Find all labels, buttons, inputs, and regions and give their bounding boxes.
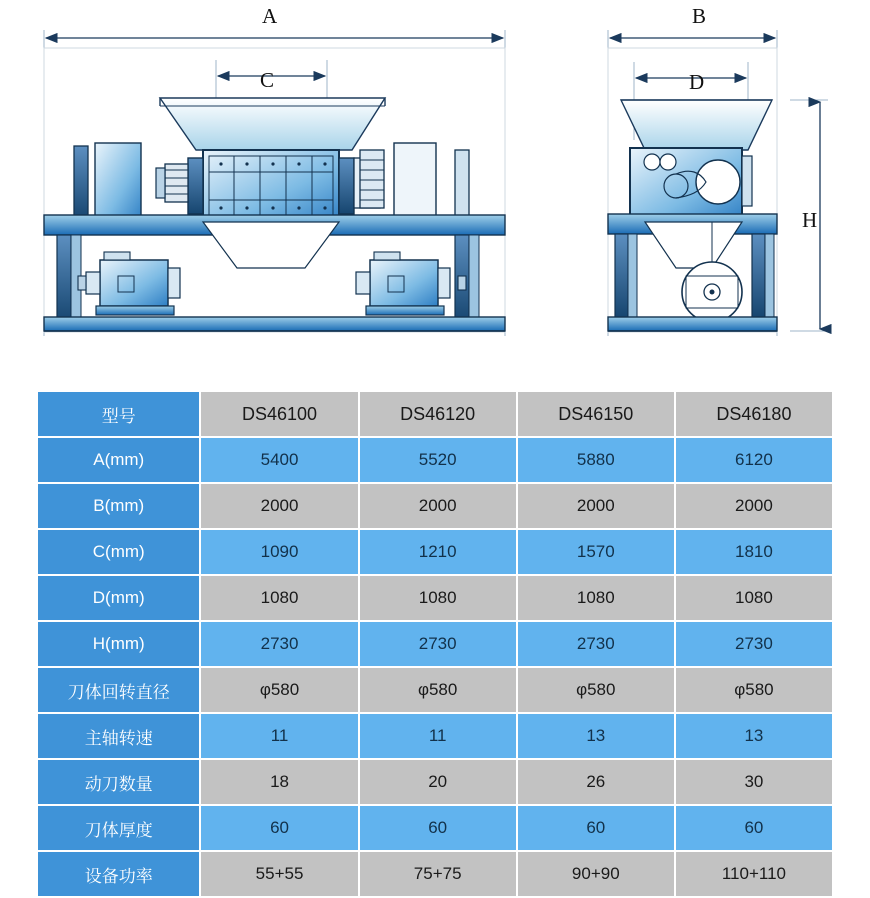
side-view-group: [608, 30, 828, 336]
cell-power-4: 110+110: [675, 851, 833, 897]
cell-a-4: 6120: [675, 437, 833, 483]
row-label-c: C(mm): [37, 529, 200, 575]
cell-blade-thickness-2: 60: [359, 805, 517, 851]
cell-c-4: 1810: [675, 529, 833, 575]
shredder-drawing-svg: [0, 0, 870, 378]
row-label-blade-count: 动刀数量: [37, 759, 200, 805]
header-model-label: 型号: [37, 391, 200, 437]
table-row: [37, 759, 833, 805]
cell-rotor-diameter-1: φ580: [200, 667, 358, 713]
cell-h-1: 2730: [200, 621, 358, 667]
cell-h-4: 2730: [675, 621, 833, 667]
cell-d-4: 1080: [675, 575, 833, 621]
cell-b-4: 2000: [675, 483, 833, 529]
cell-rotor-diameter-2: φ580: [359, 667, 517, 713]
cell-blade-count-2: 20: [359, 759, 517, 805]
dimension-label-d: D: [689, 70, 705, 94]
cell-b-2: 2000: [359, 483, 517, 529]
cell-h-3: 2730: [517, 621, 675, 667]
cell-d-1: 1080: [200, 575, 358, 621]
cell-blade-thickness-3: 60: [517, 805, 675, 851]
header-model-1: DS46100: [200, 391, 358, 437]
table-row: [37, 483, 833, 529]
cell-c-2: 1210: [359, 529, 517, 575]
table-row: [37, 437, 833, 483]
cell-power-1: 55+55: [200, 851, 358, 897]
cell-blade-thickness-1: 60: [200, 805, 358, 851]
cell-c-3: 1570: [517, 529, 675, 575]
cell-power-2: 75+75: [359, 851, 517, 897]
row-label-power: 设备功率: [37, 851, 200, 897]
header-model-2: DS46120: [359, 391, 517, 437]
row-label-rotor-diameter: 刀体回转直径: [37, 667, 200, 713]
row-label-blade-thickness: 刀体厚度: [37, 805, 200, 851]
cell-b-1: 2000: [200, 483, 358, 529]
cell-a-3: 5880: [517, 437, 675, 483]
cell-blade-count-4: 30: [675, 759, 833, 805]
dimension-label-h: H: [802, 208, 818, 232]
table-header-row: [37, 391, 833, 437]
header-model-3: DS46150: [517, 391, 675, 437]
cell-spindle-speed-4: 13: [675, 713, 833, 759]
dimension-label-b: B: [692, 4, 707, 28]
cell-h-2: 2730: [359, 621, 517, 667]
dimension-label-a: A: [262, 4, 278, 28]
cell-c-1: 1090: [200, 529, 358, 575]
row-label-spindle-speed: 主轴转速: [37, 713, 200, 759]
row-label-b: B(mm): [37, 483, 200, 529]
cell-blade-thickness-4: 60: [675, 805, 833, 851]
header-model-4: DS46180: [675, 391, 833, 437]
cell-d-3: 1080: [517, 575, 675, 621]
row-label-h: H(mm): [37, 621, 200, 667]
cell-blade-count-3: 26: [517, 759, 675, 805]
table-row: [37, 621, 833, 667]
table-row: [37, 575, 833, 621]
cell-a-2: 5520: [359, 437, 517, 483]
cell-power-3: 90+90: [517, 851, 675, 897]
cell-blade-count-1: 18: [200, 759, 358, 805]
cell-d-2: 1080: [359, 575, 517, 621]
table-row: [37, 851, 833, 897]
row-label-d: D(mm): [37, 575, 200, 621]
table-row: [37, 805, 833, 851]
table-row: [37, 713, 833, 759]
row-label-a: A(mm): [37, 437, 200, 483]
cell-spindle-speed-2: 11: [359, 713, 517, 759]
cell-rotor-diameter-3: φ580: [517, 667, 675, 713]
cell-spindle-speed-1: 11: [200, 713, 358, 759]
table-row: [37, 529, 833, 575]
dimension-label-c: C: [260, 68, 275, 92]
cell-a-1: 5400: [200, 437, 358, 483]
cell-rotor-diameter-4: φ580: [675, 667, 833, 713]
technical-drawing: [0, 0, 870, 378]
table-row: [37, 667, 833, 713]
cell-b-3: 2000: [517, 483, 675, 529]
cell-spindle-speed-3: 13: [517, 713, 675, 759]
specification-table: [36, 390, 834, 898]
